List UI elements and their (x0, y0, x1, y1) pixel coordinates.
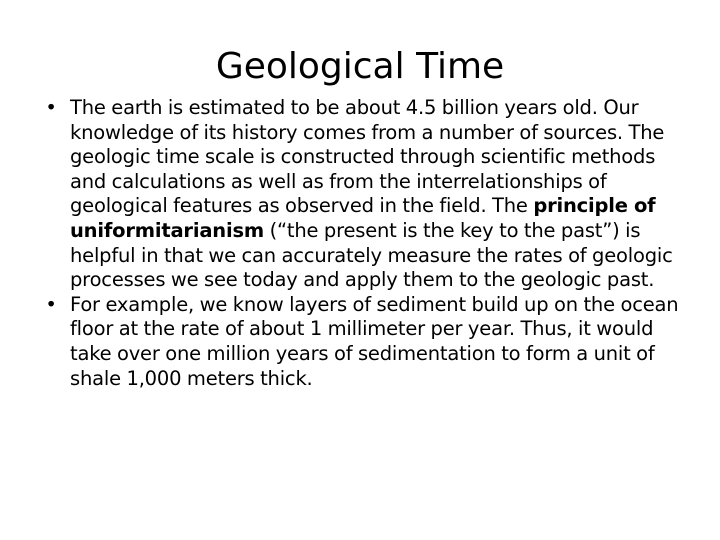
bullet-item-age-of-earth (45, 96, 688, 293)
bullet-icon: • (45, 96, 57, 119)
bullet-icon: • (45, 292, 57, 316)
bullet-text-part: The earth is estimated to be about 4.5 billion years old. Our knowledge of its history comes from a number of sources. The geologic time scale is constructed through scientific methods and calculations as well as from the interrelationships of geological features as observed in the field. The (70, 96, 665, 218)
bullet-list (45, 96, 688, 391)
slide-title: Geological Time (215, 46, 505, 87)
bullet-item-sedimentation-example (45, 292, 688, 391)
bullet-text: For example, we know layers of sediment build up on the ocean floor at the rate of about 1 millimeter per year. Thus, it would take over one million years of sedimentation to form a unit of shale 1,000 meters thick. (70, 292, 679, 390)
bold-term: principle of uniformitarianism (70, 194, 656, 242)
bullet-text-part: (“the present is the key to the past”) is helpful in that we can accurately measure the rates of geologic processes we see today and apply them to the geologic past. (70, 218, 673, 292)
